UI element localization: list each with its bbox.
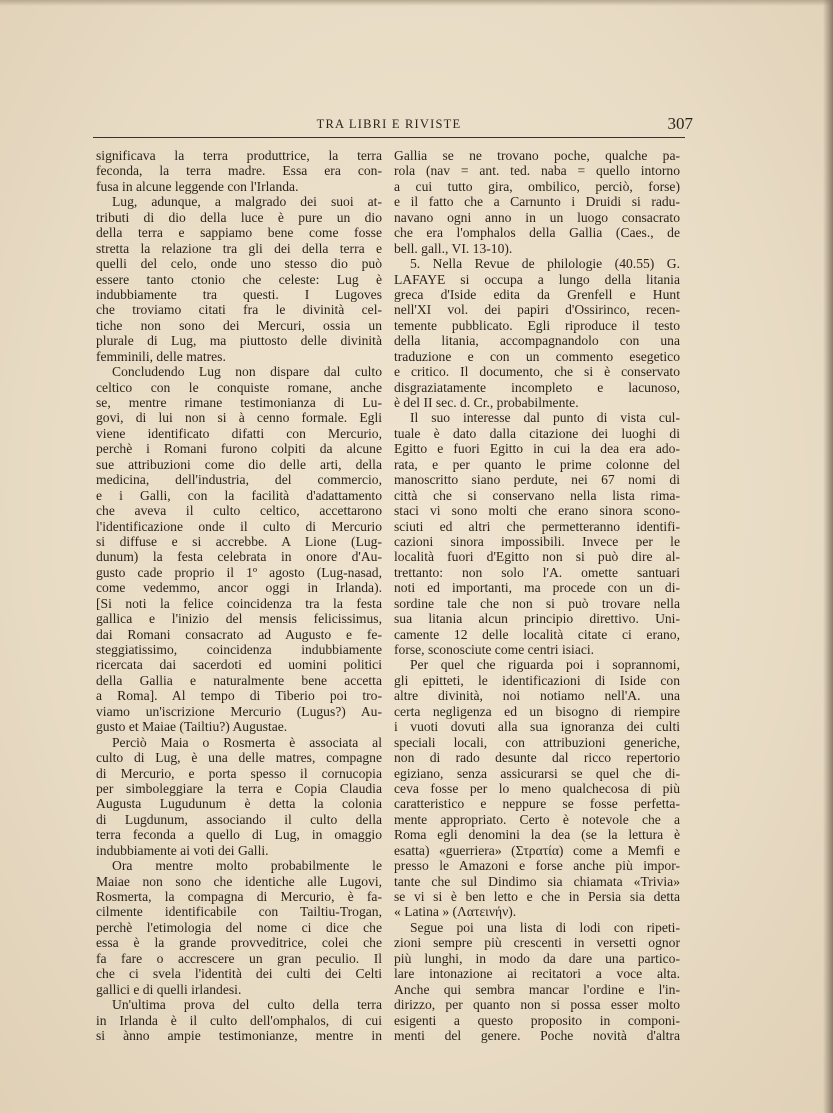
text-line: 5. Nella Revue de philologie (40.55) G.	[410, 256, 680, 272]
text-line: certa negligenza ed un bisogno di riempire	[394, 703, 680, 719]
text-line: cazioni sinora impossibili. Invece per le	[394, 533, 680, 549]
text-line: sciuti ed altri che permetteranno identifi-	[394, 518, 680, 534]
text-line: della litania, accompagnandolo con una	[394, 333, 680, 349]
page-number: 307	[667, 114, 693, 133]
text-line: forse, sconosciute come centri isiaci.	[394, 642, 595, 657]
left-column	[96, 148, 382, 1043]
text-line: fusa in alcune leggende con l'Irlanda.	[96, 178, 299, 194]
text-line: a cui tutto gira, ombilico, perciò, forse)	[394, 178, 680, 194]
page-header	[93, 114, 693, 137]
running-head: TRA LIBRI E RIVISTE	[316, 117, 462, 131]
text-line: di Lugdunum, associando il culto della	[96, 811, 382, 827]
text-line: si diffuse e si accrebbe. A Lione (Lug-	[96, 533, 382, 549]
text-line: lare intonazione ai recitatori a voce alta.	[394, 966, 680, 982]
text-line: noti ed importanti, ma procede con un di-	[394, 580, 680, 596]
text-line: ceva fosse per lo meno qualchecosa di più	[394, 780, 680, 796]
text-line: navano ogni anno in un luogo consacrato	[394, 209, 680, 225]
text-line: cilmente identificabile con Tailtiu-Trogan,	[96, 904, 382, 920]
text-line: sue attribuzioni come dio delle arti, della	[96, 456, 382, 472]
text-line: fa fare o accrescere un gran peculio. Il	[96, 950, 382, 966]
text-line: per simboleggiare la terra e Copia Claudia	[96, 780, 382, 796]
text-line: e critico. Il documento, che si è conservato	[394, 364, 680, 380]
text-line: che aveva il culto celtico, accettarono	[96, 503, 382, 519]
text-line: gli epitteti, le identificazioni di Iside con	[394, 672, 680, 688]
page-right-shadow	[823, 0, 833, 1113]
text-line: se, mentre rimane testimonianza di Lu-	[96, 395, 382, 410]
text-line: sordine tale che non si può trovare nella	[394, 595, 680, 611]
text-line: presso le Amazoni e forse anche più impor-	[394, 858, 680, 874]
text-line: non di rado desunte dal ricco repertorio	[394, 750, 680, 766]
right-column	[394, 148, 680, 1043]
text-line: altre divinità, noi notiamo nell'A. una	[394, 688, 680, 704]
text-line: Anche qui sembra mancar l'ordine e l'in-	[394, 981, 680, 997]
text-line: terra feconda a quello di Lug, in omaggio	[96, 827, 382, 843]
text-line: esatta) «guerriera» (Στρατία) come a Memfi e	[394, 842, 680, 858]
text-line: govi, di lui non si à cenno formale. Egli	[96, 410, 382, 426]
text-line: Rosmerta, la compagna di Mercurio, è fa-	[96, 889, 382, 904]
text-line: bell. gall., VI. 13-10).	[394, 240, 513, 256]
text-line: stretta la relazione tra gli dei della terra e	[96, 240, 382, 256]
text-line: che era l'omphalos della Gallia (Caes., de	[394, 225, 680, 241]
text-line: è del II sec. d. Cr., probabilmente.	[394, 395, 579, 410]
text-line: tuale è dato dalla citazione dei luoghi di	[394, 425, 680, 441]
text-line: in Irlanda è il culto dell'omphalos, di cui	[96, 1012, 382, 1028]
text-line: gusto et Maiae (Tailtiu?) Augustae.	[96, 719, 288, 735]
text-line: tante che sul Dindimo sia chiamata «Trivia»	[394, 873, 680, 889]
text-line: a Roma]. Al tempo di Tiberio poi tro-	[96, 688, 382, 704]
page-top-shadow	[0, 0, 833, 6]
text-line: mente appropriato. Certo è notevole che a	[394, 811, 680, 827]
text-line: dirizzo, per quanto non si possa esser molto	[394, 997, 680, 1013]
text-line: tiche non sono dei Mercuri, ossia un	[96, 317, 382, 333]
text-line: e i Galli, con la facilità d'adattamento	[96, 487, 382, 503]
text-line: Augusta Lugudunum è detta la colonia	[96, 796, 382, 812]
text-line: e il fatto che a Carnunto i Druidi si radu-	[394, 194, 680, 210]
text-line: si ànno ampie testimonianze, mentre in	[96, 1027, 382, 1043]
text-line: Perciò Maia o Rosmerta è associata al	[112, 734, 382, 750]
text-line: « Latina » (Λατεινήν).	[394, 904, 517, 920]
text-line: i vuoti dovuti alla sua ignoranza dei culti	[394, 719, 680, 735]
text-line: perchè l'etimologia del nome ci dice che	[96, 919, 382, 935]
text-line: esigenti a questo proposito in componi-	[394, 1012, 680, 1028]
text-line: che troviamo citati fra le divinità cel-	[96, 302, 382, 318]
text-line: essa è la grande provveditrice, colei che	[96, 935, 382, 951]
text-line: di Mercurio, e porta spesso il cornucopia	[96, 765, 382, 781]
text-line: della Gallia e naturalmente bene accetta	[96, 672, 382, 688]
text-line: Per quel che riguarda poi i soprannomi,	[410, 657, 680, 673]
text-line: gallica e l'inizio del mensis felicissimus,	[96, 611, 382, 627]
text-line: zioni sempre più crescenti in versetti ognor	[394, 935, 680, 951]
text-line: che ci svela l'identità dei culti dei Celti	[96, 966, 382, 982]
text-line: tributi di dio della luce è pure un dio	[96, 209, 382, 225]
text-line: località fuori d'Egitto non si può dire al-	[394, 549, 680, 565]
text-line: essere tanto ctonio che celeste: Lug è	[96, 271, 382, 287]
text-line: disgraziatamente incompleto e lacunoso,	[394, 379, 680, 395]
text-line: Gallia se ne trovano poche, qualche pa-	[394, 148, 680, 163]
text-line: rata, e per quanto le prime colonne del	[394, 456, 680, 472]
text-line: indubbiamente tra questi. I Lugoves	[96, 286, 382, 302]
text-line: Un'ultima prova del culto della terra	[112, 997, 382, 1013]
text-line: menti del genere. Poche novità d'altra	[394, 1027, 680, 1043]
text-line: nell'XI vol. dei papiri d'Ossirinco, recen-	[394, 302, 680, 318]
text-line: plurale di Lug, ma piuttosto delle divinità	[96, 333, 382, 349]
text-line: dunum) la festa celebrata in onore d'Au-	[96, 549, 382, 565]
text-line: perchè i Romani furono colpiti da alcune	[96, 441, 382, 457]
text-line: indubbiamente ai voti dei Galli.	[96, 842, 269, 858]
text-line: gusto cade proprio il 1º agosto (Lug-nasad,	[96, 564, 382, 580]
text-line: trettanto: non solo l'A. omette santuari	[394, 564, 680, 580]
text-line: sua litania alcun principio direttivo. Uni-	[394, 611, 680, 627]
text-line: medicina, dell'industria, del commercio,	[96, 472, 382, 488]
text-line: culto di Lug, è una delle matres, compagne	[96, 750, 382, 766]
text-line: steggiatissimo, coincidenza indubbiamente	[96, 642, 382, 657]
text-line: significava la terra produttrice, la terra	[96, 148, 382, 163]
text-line: viene identificato difatti con Mercurio,	[96, 425, 382, 441]
text-line: Lug, adunque, a malgrado dei suoi at-	[112, 194, 382, 210]
text-line: quelli del celo, onde uno stesso dio può	[96, 256, 382, 272]
text-line: come vedemmo, ancor oggi in Irlanda).	[96, 580, 382, 596]
text-line: [Si noti la felice coincidenza tra la festa	[96, 595, 382, 611]
text-line: speciali locali, con attribuzioni generiche,	[394, 734, 680, 750]
text-line: Il suo interesse dal punto di vista cul-	[410, 410, 680, 426]
text-line: rola (nav = ant. ted. naba = quello intorno	[394, 163, 680, 179]
text-line: Concludendo Lug non dispare dal culto	[112, 364, 382, 380]
text-line: della terra e sappiamo bene come fosse	[96, 225, 382, 241]
text-line: più lunghi, in modo da dare una partico-	[394, 950, 680, 966]
text-line: viamo un'iscrizione Mercurio (Lugus?) Au-	[96, 703, 382, 719]
text-line: se vi si è ben letto e che in Persia sia detta	[394, 889, 680, 904]
text-line: temente pubblicato. Egli riproduce il testo	[394, 317, 680, 333]
text-line: l'identificazione onde il culto di Mercurio	[96, 518, 382, 534]
text-line: traduzione e con un commento esegetico	[394, 348, 680, 364]
text-line: Segue poi una lista di lodi con ripeti-	[410, 919, 680, 935]
text-line: dai Romani consacrato ad Augusto e fe-	[96, 626, 382, 642]
text-line: femminili, delle matres.	[96, 348, 226, 364]
text-line: celtico con le conquiste romane, anche	[96, 379, 382, 395]
text-line: ricercata dai sacerdoti ed uomini politici	[96, 657, 382, 673]
text-line: manoscritto siano perdute, nei 67 nomi di	[394, 472, 680, 488]
text-line: Ora mentre molto probabilmente le	[112, 858, 382, 874]
text-line: staci vi sono molti che erano sinora scono-	[394, 503, 680, 519]
header-rule	[93, 137, 685, 138]
text-line: Egitto e fuori Egitto in cui la dea era ado-	[394, 441, 680, 457]
text-line: greca d'Iside edita da Grenfell e Hunt	[394, 286, 680, 302]
text-line: camente 12 delle località citate ci erano,	[394, 626, 680, 642]
text-line: gallici e di quelli irlandesi.	[96, 981, 242, 997]
text-line: feconda, la terra madre. Essa era con-	[96, 163, 382, 179]
text-line: egiziano, senza assicurarsi se quel che di-	[394, 765, 680, 781]
text-line: Maiae non sono che identiche alle Lugovi,	[96, 873, 382, 889]
text-line: Roma egli denomini la dea (se la lettura è	[394, 827, 680, 843]
text-line: caratteristico e neppure se fosse perfetta-	[394, 796, 680, 812]
text-line: LAFAYE si occupa a lungo della litania	[394, 271, 680, 287]
text-line: città che si conservano nella lista rima-	[394, 487, 680, 503]
